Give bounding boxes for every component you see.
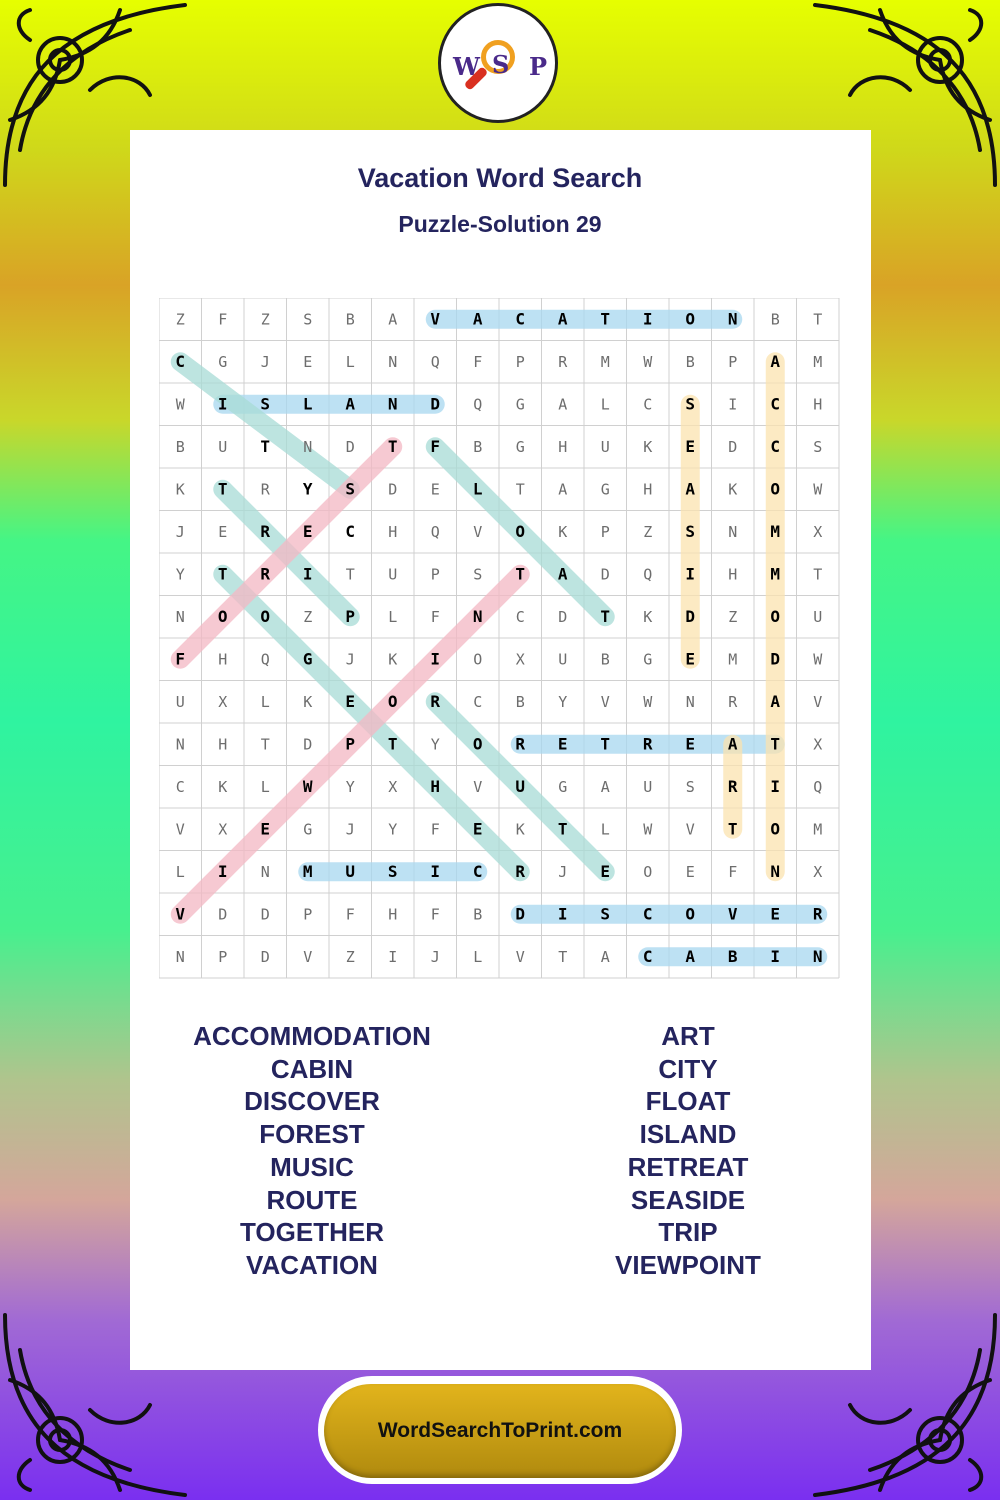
grid-cell[interactable]: G	[558, 777, 568, 796]
grid-cell[interactable]: M	[728, 650, 738, 669]
grid-cell[interactable]: B	[770, 310, 780, 329]
grid-cell[interactable]: K	[643, 607, 653, 626]
grid-cell[interactable]: X	[813, 862, 823, 881]
grid-cell[interactable]: J	[260, 352, 270, 371]
grid-cell[interactable]: S	[685, 777, 695, 796]
grid-cell[interactable]: E	[685, 436, 696, 456]
grid-cell[interactable]: E	[685, 649, 696, 669]
grid-cell[interactable]: G	[302, 649, 313, 669]
grid-cell[interactable]: S	[387, 861, 398, 881]
grid-cell[interactable]: U	[175, 692, 185, 711]
grid-cell[interactable]: E	[303, 352, 313, 371]
grid-cell[interactable]: C	[643, 395, 653, 414]
grid-cell[interactable]: R	[515, 861, 526, 881]
grid-cell[interactable]: T	[557, 819, 568, 839]
grid-cell[interactable]: H	[388, 905, 398, 924]
grid-cell[interactable]: Y	[430, 735, 440, 754]
word-list-item: ART	[661, 1021, 715, 1051]
grid-cell[interactable]: E	[557, 734, 568, 754]
grid-cell[interactable]: P	[303, 905, 313, 924]
grid-cell[interactable]: W	[302, 776, 313, 796]
grid-cell[interactable]: O	[770, 819, 781, 839]
grid-cell[interactable]: V	[813, 692, 823, 711]
grid-cell[interactable]: Z	[345, 947, 355, 966]
grid-cell[interactable]: I	[217, 394, 228, 414]
grid-cell[interactable]: A	[770, 351, 781, 371]
grid-cell[interactable]: O	[387, 691, 398, 711]
grid-cell[interactable]: B	[473, 905, 483, 924]
grid-cell[interactable]: F	[430, 436, 441, 456]
grid-cell[interactable]: A	[770, 691, 781, 711]
grid-cell[interactable]: J	[558, 862, 568, 881]
grid-cell[interactable]: N	[175, 607, 185, 626]
grid-cell[interactable]: S	[303, 310, 313, 329]
grid-cell[interactable]: L	[600, 395, 610, 414]
grid-cell[interactable]: R	[515, 734, 526, 754]
logo-letter-w: W	[453, 52, 480, 81]
grid-cell[interactable]: D	[303, 735, 313, 754]
grid-cell[interactable]: A	[388, 310, 398, 329]
grid-cell[interactable]: P	[728, 352, 738, 371]
grid-cell[interactable]: Y	[558, 692, 568, 711]
grid-cell[interactable]: C	[472, 861, 483, 881]
grid-cell[interactable]: V	[430, 309, 441, 329]
letter-grid	[159, 298, 841, 980]
grid-cell[interactable]: B	[600, 650, 610, 669]
grid-cell[interactable]: L	[260, 692, 270, 711]
grid-cell[interactable]: N	[260, 862, 270, 881]
grid-cell[interactable]: R	[260, 521, 271, 541]
grid-cell[interactable]: Z	[643, 522, 653, 541]
grid-cell[interactable]: W	[813, 650, 823, 669]
grid-cell[interactable]: D	[260, 947, 270, 966]
grid-cell[interactable]: T	[260, 735, 270, 754]
grid-cell[interactable]: U	[515, 776, 526, 796]
grid-cell[interactable]: X	[218, 820, 228, 839]
grid-cell[interactable]: K	[175, 480, 185, 499]
grid-cell[interactable]: A	[557, 309, 568, 329]
grid-cell[interactable]: V	[303, 947, 313, 966]
grid-cell[interactable]: N	[175, 947, 185, 966]
grid-cell[interactable]: H	[430, 776, 441, 796]
grid-cell[interactable]: X	[813, 735, 823, 754]
grid-cell[interactable]: D	[770, 649, 781, 669]
grid-cell[interactable]: Z	[303, 607, 313, 626]
grid-cell[interactable]: K	[303, 692, 313, 711]
grid-cell[interactable]: X	[515, 650, 525, 669]
grid-cell[interactable]: N	[685, 692, 695, 711]
grid-cell[interactable]: W	[813, 480, 823, 499]
grid-cell[interactable]: H	[218, 650, 228, 669]
grid-cell[interactable]: H	[813, 395, 823, 414]
grid-cell[interactable]: G	[303, 820, 313, 839]
grid-cell[interactable]: F	[345, 905, 355, 924]
word-list-item: TRIP	[658, 1217, 718, 1248]
grid-cell[interactable]: I	[685, 564, 696, 584]
grid-cell[interactable]: O	[770, 479, 781, 499]
grid-cell[interactable]: P	[218, 947, 228, 966]
grid-cell[interactable]: H	[728, 565, 738, 584]
grid-cell[interactable]: S	[600, 904, 611, 924]
grid-cell[interactable]: T	[387, 734, 398, 754]
grid-cell[interactable]: W	[175, 395, 185, 414]
grid-cell[interactable]: Y	[302, 479, 313, 499]
grid-cell[interactable]: V	[685, 820, 695, 839]
grid-cell[interactable]: G	[218, 352, 228, 371]
word-list-item: RETREAT	[627, 1151, 749, 1182]
grid-cell[interactable]: N	[812, 946, 823, 966]
grid-cell[interactable]: N	[388, 352, 398, 371]
grid-cell[interactable]: A	[345, 394, 356, 414]
grid-cell[interactable]: O	[473, 650, 483, 669]
grid-cell[interactable]: A	[727, 734, 738, 754]
grid-cell[interactable]: T	[217, 564, 228, 584]
grid-cell[interactable]: F	[728, 862, 738, 881]
grid-cell[interactable]: E	[430, 480, 440, 499]
grid-cell[interactable]: L	[472, 479, 483, 499]
grid-cell[interactable]: Y	[388, 820, 398, 839]
grid-cell[interactable]: S	[813, 437, 823, 456]
grid-cell[interactable]: R	[430, 691, 441, 711]
grid-cell[interactable]: C	[770, 436, 781, 456]
grid-cell[interactable]: T	[600, 309, 611, 329]
grid-cell[interactable]: Q	[813, 777, 823, 796]
grid-cell[interactable]: L	[345, 352, 355, 371]
word-list-item: CABIN	[270, 1053, 354, 1084]
grid-cell[interactable]: P	[600, 522, 610, 541]
grid-cell[interactable]: Q	[430, 352, 440, 371]
grid-cell[interactable]: L	[260, 777, 270, 796]
grid-cell[interactable]: N	[175, 735, 185, 754]
puzzle-title: Vacation Word Search	[357, 163, 643, 193]
grid-cell[interactable]: B	[727, 946, 738, 966]
grid-cell[interactable]: H	[643, 480, 653, 499]
grid-cell[interactable]: F	[430, 607, 440, 626]
grid-cell[interactable]: A	[472, 309, 483, 329]
grid-cell[interactable]: T	[770, 734, 781, 754]
grid-cell[interactable]: F	[430, 820, 440, 839]
grid-cell[interactable]: Z	[728, 607, 738, 626]
word-list-item: VIEWPOINT	[615, 1249, 761, 1280]
grid-cell[interactable]: G	[643, 650, 653, 669]
grid-cell[interactable]: R	[642, 734, 653, 754]
grid-cell[interactable]: H	[388, 522, 398, 541]
grid-cell[interactable]: N	[472, 606, 483, 626]
grid-cell[interactable]: H	[558, 437, 568, 456]
word-list-left	[122, 1020, 502, 1282]
word-list-right	[498, 1020, 878, 1282]
grid-cell[interactable]: V	[473, 777, 483, 796]
grid-cell[interactable]: A	[558, 395, 568, 414]
grid-cell[interactable]: T	[813, 310, 823, 329]
grid-cell[interactable]: J	[430, 947, 440, 966]
grid-cell[interactable]: C	[642, 946, 653, 966]
grid-cell[interactable]: Y	[345, 777, 355, 796]
grid-cell[interactable]: I	[642, 309, 653, 329]
grid-cell[interactable]: U	[813, 607, 823, 626]
grid-cell[interactable]: C	[345, 521, 356, 541]
grid-cell[interactable]: S	[473, 565, 483, 584]
grid-cell[interactable]: I	[770, 946, 781, 966]
word-list-item: VACATION	[246, 1249, 378, 1280]
grid-cell[interactable]: A	[600, 777, 610, 796]
grid-cell[interactable]: A	[600, 947, 610, 966]
grid-cell[interactable]: T	[600, 734, 611, 754]
logo-letter-p: P	[529, 52, 548, 81]
grid-cell[interactable]: V	[600, 692, 610, 711]
grid-cell[interactable]: E	[600, 861, 611, 881]
grid-cell[interactable]: T	[515, 480, 525, 499]
grid-cell[interactable]: L	[473, 947, 483, 966]
word-list-item: MUSIC	[270, 1151, 354, 1182]
grid-cell[interactable]: F	[473, 352, 483, 371]
grid-cell[interactable]: E	[302, 521, 313, 541]
grid-cell[interactable]: V	[175, 904, 186, 924]
grid-cell[interactable]: P	[515, 352, 525, 371]
grid-cell[interactable]: V	[515, 947, 525, 966]
grid-cell[interactable]: L	[600, 820, 610, 839]
grid-cell[interactable]: M	[770, 564, 781, 584]
grid-cell[interactable]: E	[685, 734, 696, 754]
grid-cell[interactable]: N	[728, 522, 738, 541]
grid-cell[interactable]: B	[345, 310, 355, 329]
grid-cell[interactable]: E	[218, 522, 228, 541]
grid-cell[interactable]: T	[387, 436, 398, 456]
grid-cell[interactable]: C	[515, 607, 525, 626]
grid-cell[interactable]: Y	[175, 565, 185, 584]
grid-cell[interactable]: A	[557, 564, 568, 584]
grid-cell[interactable]: Q	[473, 395, 483, 414]
grid-cell[interactable]: U	[643, 777, 653, 796]
grid-cell[interactable]: K	[643, 437, 653, 456]
grid-cell[interactable]: U	[345, 861, 356, 881]
grid-cell[interactable]: E	[472, 819, 483, 839]
grid-cell[interactable]: O	[643, 862, 653, 881]
grid-cell[interactable]: S	[685, 394, 696, 414]
puzzle-subtitle: Puzzle-Solution 29	[398, 211, 602, 237]
grid-cell[interactable]: B	[473, 437, 483, 456]
grid-cell[interactable]: D	[260, 905, 270, 924]
grid-cell[interactable]: D	[685, 606, 696, 626]
grid-cell[interactable]: G	[600, 480, 610, 499]
grid-cell[interactable]: Z	[175, 310, 185, 329]
grid-cell[interactable]: V	[175, 820, 185, 839]
word-list-item: ACCOMMODATION	[193, 1021, 431, 1051]
grid-cell[interactable]: V	[727, 904, 738, 924]
grid-cell[interactable]: T	[217, 479, 228, 499]
grid-cell[interactable]: M	[770, 521, 781, 541]
grid-cell[interactable]: N	[770, 861, 781, 881]
grid-cell[interactable]: Q	[260, 650, 270, 669]
grid-cell[interactable]: P	[345, 606, 356, 626]
logo-letter-s: S	[492, 50, 510, 79]
grid-cell[interactable]: L	[175, 862, 185, 881]
grid-cell[interactable]: I	[557, 904, 568, 924]
grid-cell[interactable]: C	[642, 904, 653, 924]
grid-cell[interactable]: T	[813, 565, 823, 584]
grid-cell[interactable]: S	[260, 394, 271, 414]
grid-cell[interactable]: J	[345, 650, 355, 669]
grid-cell[interactable]: M	[813, 820, 823, 839]
grid-cell[interactable]: D	[728, 437, 738, 456]
grid-cell[interactable]: E	[345, 691, 356, 711]
grid-cell[interactable]: B	[515, 692, 525, 711]
grid-cell[interactable]: R	[728, 692, 738, 711]
grid-cell[interactable]: Q	[643, 565, 653, 584]
word-list-item: FOREST	[259, 1119, 365, 1150]
word-list-item: DISCOVER	[244, 1086, 380, 1117]
grid-cell[interactable]: N	[727, 309, 738, 329]
word-list-item: ROUTE	[266, 1184, 358, 1215]
word-list-item: SEASIDE	[630, 1184, 746, 1215]
grid-cell[interactable]: R	[260, 480, 270, 499]
grid-cell[interactable]: S	[685, 521, 696, 541]
grid-cell[interactable]: R	[727, 776, 738, 796]
grid-cell[interactable]: V	[473, 522, 483, 541]
grid-cell[interactable]: A	[558, 480, 568, 499]
grid-cell[interactable]: R	[558, 352, 568, 371]
grid-cell[interactable]: T	[727, 819, 738, 839]
grid-cell[interactable]: G	[515, 395, 525, 414]
grid-cell[interactable]: D	[388, 480, 398, 499]
grid-cell[interactable]: J	[175, 522, 185, 541]
grid-cell[interactable]: W	[643, 820, 653, 839]
word-list-item: FLOAT	[645, 1086, 731, 1117]
grid-cell[interactable]: I	[770, 776, 781, 796]
grid-cell[interactable]: B	[175, 437, 185, 456]
grid-cell[interactable]: C	[770, 394, 781, 414]
grid-cell[interactable]: M	[813, 352, 823, 371]
grid-cell[interactable]: E	[685, 862, 695, 881]
grid-cell[interactable]: A	[685, 946, 696, 966]
grid-cell[interactable]: D	[218, 905, 228, 924]
grid-cell[interactable]: T	[515, 564, 526, 584]
grid-cell[interactable]: T	[558, 947, 568, 966]
grid-cell[interactable]: S	[345, 479, 356, 499]
grid-cell[interactable]: I	[430, 861, 441, 881]
grid-cell[interactable]: O	[217, 606, 228, 626]
grid-cell[interactable]: O	[515, 521, 526, 541]
grid-cell[interactable]: L	[388, 607, 398, 626]
grid-cell[interactable]: D	[345, 437, 355, 456]
grid-cell[interactable]: O	[260, 606, 271, 626]
grid-cell[interactable]: X	[813, 522, 823, 541]
grid-cell[interactable]: X	[388, 777, 398, 796]
grid-cell[interactable]: I	[430, 649, 441, 669]
grid-cell[interactable]: U	[218, 437, 228, 456]
grid-cell[interactable]: O	[685, 309, 696, 329]
grid-cell[interactable]: I	[302, 564, 313, 584]
grid-cell[interactable]: R	[260, 564, 271, 584]
grid-cell[interactable]: K	[218, 777, 228, 796]
grid-cell[interactable]: M	[600, 352, 610, 371]
word-list-item: ISLAND	[639, 1119, 737, 1150]
grid-cell[interactable]: F	[430, 905, 440, 924]
grid-cell[interactable]: G	[515, 437, 525, 456]
grid-cell[interactable]: D	[515, 904, 526, 924]
grid-cell[interactable]: F	[175, 649, 186, 669]
grid-cell[interactable]: P	[345, 734, 356, 754]
grid-cell[interactable]: A	[685, 479, 696, 499]
grid-cell[interactable]: N	[387, 394, 398, 414]
grid-cell[interactable]: X	[218, 692, 228, 711]
grid-cell[interactable]: T	[260, 436, 271, 456]
grid-cell[interactable]: L	[302, 394, 313, 414]
grid-cell[interactable]: C	[473, 692, 483, 711]
grid-cell[interactable]: K	[558, 522, 568, 541]
grid-cell[interactable]: O	[685, 904, 696, 924]
word-list-item: TOGETHER	[240, 1217, 384, 1248]
grid-cell[interactable]: K	[515, 820, 525, 839]
grid-cell[interactable]: H	[218, 735, 228, 754]
grid-cell[interactable]: K	[728, 480, 738, 499]
grid-cell[interactable]: B	[685, 352, 695, 371]
grid-cell[interactable]: I	[388, 947, 398, 966]
grid-cell[interactable]: W	[643, 692, 653, 711]
grid-cell[interactable]: C	[515, 309, 526, 329]
grid-cell[interactable]: D	[558, 607, 568, 626]
grid-cell[interactable]: U	[558, 650, 568, 669]
grid-cell[interactable]: Z	[260, 310, 270, 329]
grid-cell[interactable]: I	[217, 861, 228, 881]
site-link-button[interactable]: WordSearchToPrint.com	[324, 1384, 676, 1478]
wsp-logo	[438, 3, 558, 123]
grid-cell[interactable]: D	[430, 394, 441, 414]
grid-cell[interactable]: N	[303, 437, 313, 456]
grid-cell[interactable]: P	[430, 565, 440, 584]
grid-cell[interactable]: T	[600, 606, 611, 626]
grid-cell[interactable]: Q	[430, 522, 440, 541]
grid-cell[interactable]: R	[812, 904, 823, 924]
grid-cell[interactable]: I	[728, 395, 738, 414]
grid-cell[interactable]: K	[388, 650, 398, 669]
grid-cell[interactable]: F	[218, 310, 228, 329]
grid-cell[interactable]: E	[260, 819, 271, 839]
grid-cell[interactable]: C	[175, 351, 186, 371]
grid-cell[interactable]: O	[770, 606, 781, 626]
word-list-item: CITY	[658, 1053, 718, 1084]
grid-cell[interactable]: O	[472, 734, 483, 754]
grid-cell[interactable]: E	[770, 904, 781, 924]
grid-cell[interactable]: D	[600, 565, 610, 584]
grid-cell[interactable]: J	[345, 820, 355, 839]
grid-cell[interactable]: U	[600, 437, 610, 456]
grid-cell[interactable]: M	[302, 861, 313, 881]
grid-cell[interactable]: T	[345, 565, 355, 584]
grid-cell[interactable]: C	[175, 777, 185, 796]
grid-cell[interactable]: U	[388, 565, 398, 584]
grid-cell[interactable]: W	[643, 352, 653, 371]
